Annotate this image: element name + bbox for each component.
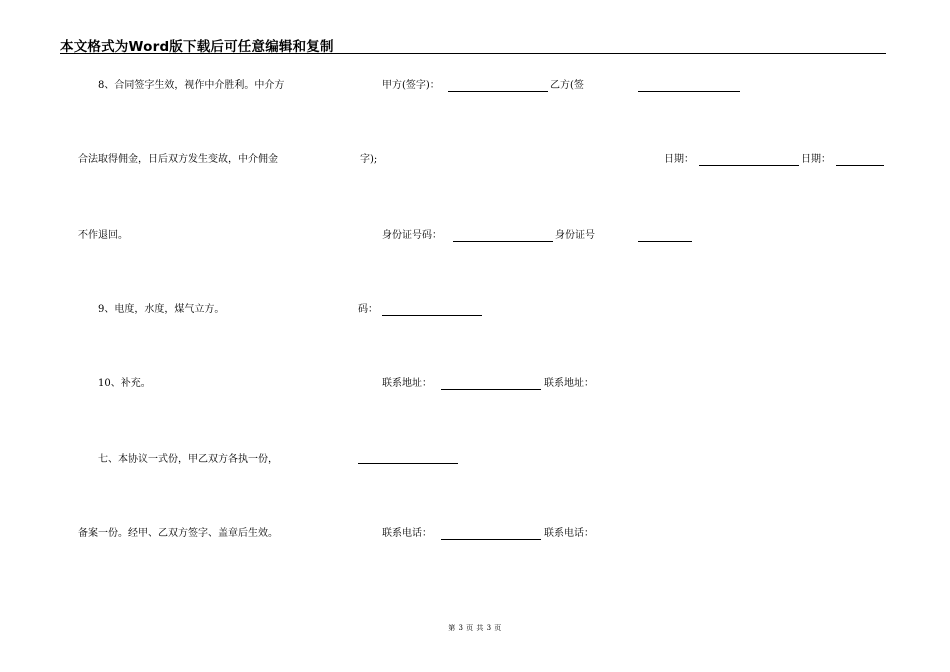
phone-a-label: 联系电话： [382, 528, 432, 539]
party-b-sign-blank[interactable] [638, 91, 740, 92]
id-a-blank[interactable] [453, 241, 553, 242]
id-b-label-cont: 码： [358, 304, 378, 315]
clause-9: 9、电度，水度，煤气立方。 [98, 304, 225, 315]
party-b-sign-label: 乙方(签 [550, 80, 584, 91]
id-b-label: 身份证号 [555, 230, 595, 241]
address-b-blank[interactable] [358, 463, 458, 464]
clause-7-line-2: 备案一份。经甲、乙双方签字、盖章后生效。 [78, 528, 278, 539]
document-header-title: 本文格式为Word版下载后可任意编辑和复制 [60, 39, 334, 55]
party-a-sign-blank[interactable] [448, 91, 548, 92]
date-b-blank[interactable] [836, 165, 884, 166]
date-a-blank[interactable] [699, 165, 799, 166]
id-a-label: 身份证号码： [382, 230, 442, 241]
clause-8-line-2: 合法取得佣金，日后双方发生变故，中介佣金 [78, 154, 278, 165]
clause-7-line-1: 七、本协议一式份，甲乙双方各执一份， [98, 454, 278, 465]
clause-8-line-3: 不作退回。 [78, 230, 128, 241]
phone-b-label: 联系电话： [544, 528, 594, 539]
address-a-label: 联系地址： [382, 378, 432, 389]
party-b-sign-label-cont: 字); [360, 154, 378, 165]
id-b-blank-cont[interactable] [382, 315, 482, 316]
party-a-sign-label: 甲方(签字)： [382, 80, 440, 91]
header-rule [60, 53, 886, 54]
id-b-blank[interactable] [638, 241, 692, 242]
address-b-label: 联系地址： [544, 378, 594, 389]
date-b-label: 日期： [801, 154, 831, 165]
page-number: 第 3 页 共 3 页 [448, 624, 502, 632]
address-a-blank[interactable] [441, 389, 541, 390]
clause-8-line-1: 8、合同签字生效，视作中介胜利。中介方 [98, 80, 285, 91]
date-a-label: 日期： [664, 154, 694, 165]
clause-10: 10、补充。 [98, 378, 151, 389]
phone-a-blank[interactable] [441, 539, 541, 540]
